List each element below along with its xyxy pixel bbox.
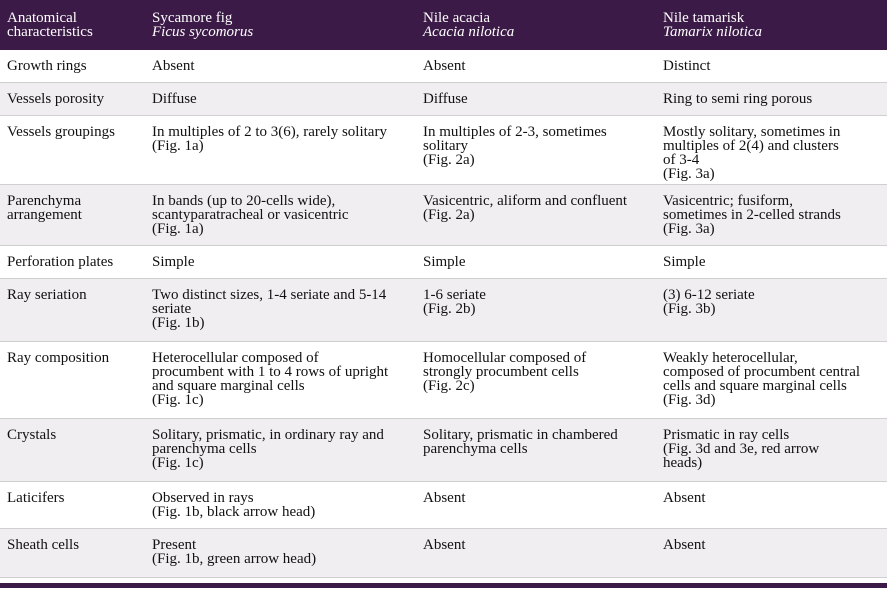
cell-text-line: (Fig. 1c)	[152, 455, 204, 471]
header-characteristics-line: Anatomical	[7, 10, 77, 26]
header-characteristics-line: characteristics	[7, 24, 93, 40]
table-row	[0, 342, 887, 419]
cell-text-line: solitary	[423, 138, 468, 154]
cell-text-line: Ring to semi ring porous	[663, 91, 813, 107]
cell-nile-tamarisk	[656, 255, 887, 278]
row-characteristic	[0, 194, 146, 245]
cell-nile-tamarisk	[656, 491, 887, 528]
cell-text-line: Absent	[423, 58, 466, 74]
cell-text-line: heads)	[663, 455, 703, 471]
cell-nile-acacia	[416, 351, 656, 418]
cell-nile-acacia	[416, 92, 656, 115]
cell-text-line: In multiples of 2-3, sometimes	[423, 124, 607, 140]
cell-text-line: (Fig. 2c)	[423, 378, 475, 394]
cell-text-line: Ray seriation	[7, 287, 87, 303]
cell-text-line: Parenchyma	[7, 193, 82, 209]
cell-text-line: (Fig. 3d)	[663, 392, 716, 408]
cell-text-line: Simple	[152, 254, 195, 270]
cell-nile-tamarisk	[656, 288, 887, 341]
cell-text-line: Mostly solitary, sometimes in	[663, 124, 841, 140]
cell-text-line: Two distinct sizes, 1-4 seriate and 5-14	[152, 287, 387, 303]
cell-text-line: of 3-4	[663, 152, 700, 168]
cell-text-line: Absent	[152, 58, 195, 74]
table-row	[0, 246, 887, 279]
cell-text-line: Observed in rays	[152, 490, 254, 506]
cell-text-line: (Fig. 1b, green arrow head)	[152, 551, 317, 567]
table-row	[0, 50, 887, 83]
row-characteristic	[0, 59, 146, 82]
cell-text-line: Homocellular composed of	[423, 350, 587, 366]
header-common-name: Nile tamarisk	[663, 10, 745, 26]
table-header	[0, 0, 887, 50]
cell-sycamore-fig	[146, 125, 416, 184]
table-row	[0, 279, 887, 342]
cell-text-line: Prismatic in ray cells	[663, 427, 790, 443]
cell-nile-tamarisk	[656, 92, 887, 115]
cell-nile-acacia	[416, 538, 656, 577]
cell-text-line: procumbent with 1 to 4 rows of upright	[152, 364, 389, 380]
cell-text-line: Vessels porosity	[7, 91, 105, 107]
cell-nile-acacia	[416, 288, 656, 341]
cell-nile-tamarisk	[656, 428, 887, 481]
table-row	[0, 83, 887, 116]
cell-text-line: Vessels groupings	[7, 124, 115, 140]
cell-text-line: Crystals	[7, 427, 57, 443]
row-characteristic	[0, 255, 146, 278]
cell-text-line: Absent	[663, 537, 706, 553]
cell-text-line: parenchyma cells	[423, 441, 528, 457]
cell-text-line: scantyparatracheal or vasicentric	[152, 207, 349, 223]
cell-text-line: Laticifers	[7, 490, 65, 506]
cell-text-line: Sheath cells	[7, 537, 80, 553]
cell-nile-acacia	[416, 428, 656, 481]
row-characteristic	[0, 92, 146, 115]
cell-nile-tamarisk	[656, 59, 887, 82]
cell-sycamore-fig	[146, 288, 416, 341]
cell-sycamore-fig	[146, 538, 416, 577]
header-scientific-name: Tamarix nilotica	[663, 24, 763, 40]
cell-nile-tamarisk	[656, 351, 887, 418]
cell-text-line: parenchyma cells	[152, 441, 257, 457]
cell-sycamore-fig	[146, 59, 416, 82]
cell-text-line: Simple	[423, 254, 466, 270]
cell-text-line: strongly procumbent cells	[423, 364, 579, 380]
header-scientific-name: Ficus sycomorus	[152, 24, 254, 40]
cell-text-line: Distinct	[663, 58, 711, 74]
cell-text-line: Growth rings	[7, 58, 87, 74]
cell-text-line: (Fig. 3b)	[663, 301, 716, 317]
cell-text-line: 1-6 seriate	[423, 287, 486, 303]
cell-text-line: (Fig. 2b)	[423, 301, 476, 317]
table-bottom-rule	[0, 583, 887, 588]
cell-text-line: sometimes in 2-celled strands	[663, 207, 841, 223]
table-row	[0, 529, 887, 578]
cell-nile-tamarisk	[656, 194, 887, 245]
header-sycamore-fig	[146, 11, 416, 50]
cell-sycamore-fig	[146, 255, 416, 278]
row-characteristic	[0, 538, 146, 577]
table-body	[0, 50, 887, 578]
cell-text-line: Absent	[423, 490, 466, 506]
cell-text-line: (Fig. 1a)	[152, 138, 204, 154]
cell-text-line: Ray composition	[7, 350, 110, 366]
cell-text-line: composed of procumbent central	[663, 364, 861, 380]
header-common-name: Nile acacia	[423, 10, 491, 26]
table-row	[0, 116, 887, 185]
cell-text-line: (Fig. 2a)	[423, 207, 475, 223]
cell-text-line: Simple	[663, 254, 706, 270]
row-characteristic	[0, 351, 146, 418]
cell-nile-acacia	[416, 125, 656, 184]
header-nile-acacia	[416, 11, 656, 50]
cell-text-line: Vasicentric, aliform and confluent	[423, 193, 628, 209]
cell-sycamore-fig	[146, 428, 416, 481]
row-characteristic	[0, 288, 146, 341]
cell-sycamore-fig	[146, 92, 416, 115]
cell-text-line: Weakly heterocellular,	[663, 350, 798, 366]
cell-sycamore-fig	[146, 351, 416, 418]
cell-nile-acacia	[416, 255, 656, 278]
cell-text-line: In bands (up to 20-cells wide),	[152, 193, 336, 209]
row-characteristic	[0, 491, 146, 528]
table-row	[0, 419, 887, 482]
cell-nile-acacia	[416, 491, 656, 528]
cell-text-line: (Fig. 1c)	[152, 392, 204, 408]
cell-text-line: Present	[152, 537, 197, 553]
cell-text-line: (Fig. 1a)	[152, 221, 204, 237]
cell-text-line: (3) 6-12 seriate	[663, 287, 755, 303]
cell-text-line: Perforation plates	[7, 254, 114, 270]
cell-text-line: Heterocellular composed of	[152, 350, 319, 366]
cell-text-line: Diffuse	[423, 91, 468, 107]
row-characteristic	[0, 125, 146, 184]
cell-text-line: (Fig. 3d and 3e, red arrow	[663, 441, 820, 457]
cell-text-line: seriate	[152, 301, 192, 317]
cell-text-line: (Fig. 1b)	[152, 315, 205, 331]
header-characteristics	[0, 11, 146, 50]
cell-text-line: Absent	[423, 537, 466, 553]
cell-text-line: Vasicentric; fusiform,	[663, 193, 793, 209]
cell-text-line: multiples of 2(4) and clusters	[663, 138, 839, 154]
cell-text-line: Solitary, prismatic in chambered	[423, 427, 618, 443]
header-nile-tamarisk	[656, 11, 887, 50]
row-characteristic	[0, 428, 146, 481]
cell-sycamore-fig	[146, 491, 416, 528]
cell-nile-acacia	[416, 194, 656, 245]
cell-text-line: (Fig. 3a)	[663, 166, 715, 182]
table-row	[0, 185, 887, 246]
cell-text-line: (Fig. 1b, black arrow head)	[152, 504, 316, 520]
cell-nile-tamarisk	[656, 125, 887, 184]
cell-text-line: (Fig. 3a)	[663, 221, 715, 237]
cell-text-line: and square marginal cells	[152, 378, 305, 394]
table-row	[0, 482, 887, 529]
header-scientific-name: Acacia nilotica	[423, 24, 515, 40]
cell-text-line: arrangement	[7, 207, 82, 223]
header-common-name: Sycamore fig	[152, 10, 233, 26]
cell-text-line: Absent	[663, 490, 706, 506]
cell-text-line: cells and square marginal cells	[663, 378, 847, 394]
cell-nile-tamarisk	[656, 538, 887, 577]
cell-text-line: Diffuse	[152, 91, 197, 107]
cell-text-line: In multiples of 2 to 3(6), rarely solitary	[152, 124, 387, 140]
cell-text-line: (Fig. 2a)	[423, 152, 475, 168]
cell-sycamore-fig	[146, 194, 416, 245]
cell-nile-acacia	[416, 59, 656, 82]
cell-text-line: Solitary, prismatic, in ordinary ray and	[152, 427, 384, 443]
